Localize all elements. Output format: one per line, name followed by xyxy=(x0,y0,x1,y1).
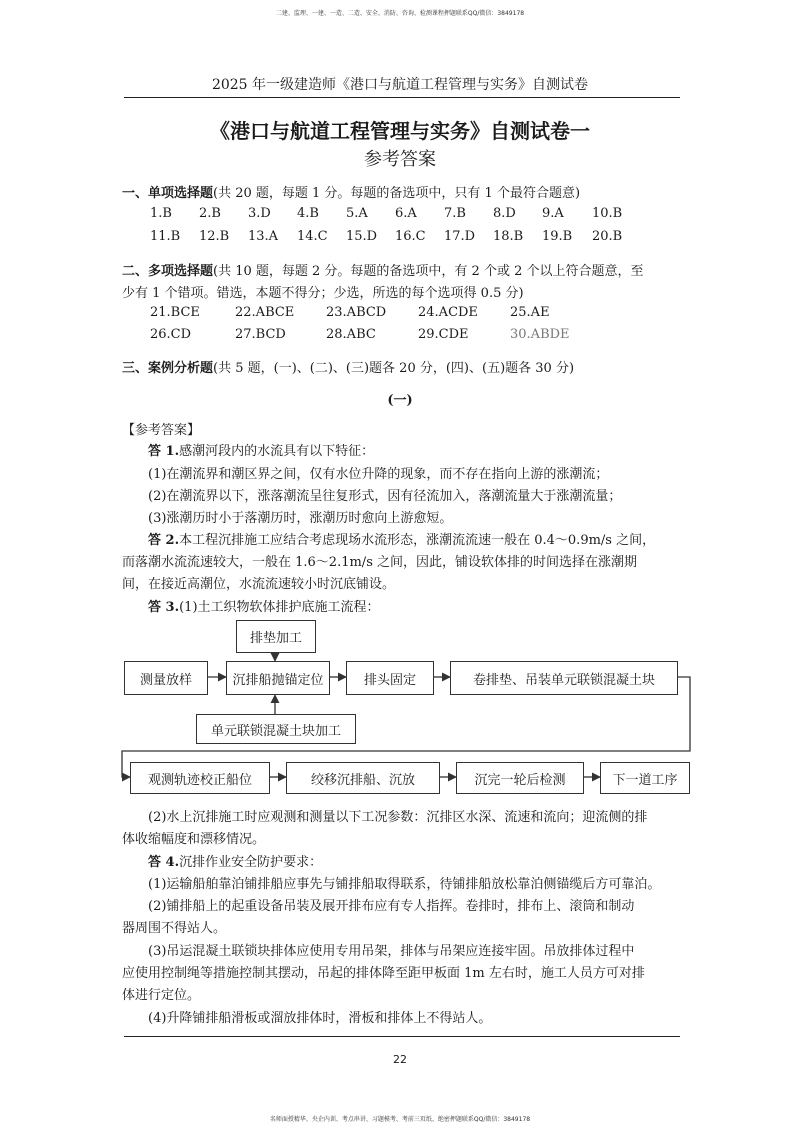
answer-item: 15.D xyxy=(346,229,378,244)
flow-step-roll: 卷排垫、吊装单元联锁混凝土块 xyxy=(450,661,678,695)
answer-item: 12.B xyxy=(199,229,230,244)
answer-item: 4.B xyxy=(297,206,319,221)
page-number: 22 xyxy=(393,1053,407,1066)
answer4-point3-line3: 体进行定位。 xyxy=(122,988,201,1003)
answer4-text: 沉排作业安全防护要求： xyxy=(179,855,323,870)
answer-item: 30.ABDE xyxy=(510,327,570,342)
answer4-point2-line2: 器周围不得站人。 xyxy=(122,921,227,936)
case-number: (一) xyxy=(387,393,413,408)
flow-step-block: 单元联锁混凝土块加工 xyxy=(196,714,356,744)
answer4-point3-line1: (3)吊运混凝土联锁块排体应使用专用吊架，排体与吊架应连接牢固。吊放排体过程中 xyxy=(148,944,635,959)
flow-step-fix: 排头固定 xyxy=(346,661,434,695)
answer-item: 17.D xyxy=(444,229,476,244)
answer4-point1: (1)运输船舶靠泊铺排船应事先与铺排船取得联系，待铺排船放松靠泊侧锚缆后方可靠泊。 xyxy=(148,877,661,892)
answer4-point4: (4)升降铺排船滑板或溜放排体时，滑板和排体上不得站人。 xyxy=(148,1011,492,1026)
answer-item: 28.ABC xyxy=(326,327,376,342)
answer-item: 24.ACDE xyxy=(418,305,478,320)
answer-item: 23.ABCD xyxy=(326,305,387,320)
section2-desc2: 少有 1 个错项。错选，本题不得分；少选，所选的每个选项得 0.5 分) xyxy=(122,286,524,301)
answer2-line3: 间，在接近高潮位，水流流速较小时沉底铺设。 xyxy=(122,577,396,592)
answer4-point3-line2: 应使用控制绳等措施控制其摆动，吊起的排体降至距甲板面 1m 左右时，施工人员方可对排 xyxy=(122,966,645,981)
answer3-point2-line1: (2)水上沉排施工时应观测和测量以下工况参数：沉排区水深、流速和流向；迎流侧的排 xyxy=(148,810,648,825)
answer4-label: 答 4. xyxy=(148,855,180,870)
flow-step-winch: 绞移沉排船、沉放 xyxy=(286,762,440,794)
answer-item: 29.CDE xyxy=(418,327,469,342)
flow-step-check: 沉完一轮后检测 xyxy=(456,762,584,794)
flow-step-pad: 排垫加工 xyxy=(236,620,316,653)
answer-item: 3.D xyxy=(248,206,271,221)
answer4-intro xyxy=(148,851,322,870)
flow-step-anchor: 沉排船抛锚定位 xyxy=(226,661,330,695)
answer1-text: 感潮河段内的水流具有以下特征： xyxy=(179,444,375,459)
answer-item: 19.B xyxy=(542,229,573,244)
answer-item: 2.B xyxy=(199,206,221,221)
answer-item: 6.A xyxy=(395,206,417,221)
page-subtitle: 参考答案 xyxy=(364,149,436,170)
section1-heading: 一、单项选择题 xyxy=(122,186,214,201)
answer-item: 22.ABCE xyxy=(235,305,295,320)
answer-item: 7.B xyxy=(444,206,466,221)
answer1-point3: (3)涨潮历时小于落潮历时，涨潮历时愈向上游愈短。 xyxy=(148,511,453,526)
answer-item: 10.B xyxy=(592,206,623,221)
answer2-text1: 本工程沉排施工应结合考虑现场水流形态，涨潮流流速一般在 0.4～0.9m/s 之间， xyxy=(179,533,656,548)
answer-item: 9.A xyxy=(542,206,564,221)
answer-item: 25.AE xyxy=(510,305,550,320)
answer-item: 5.A xyxy=(346,206,368,221)
answer-item: 1.B xyxy=(150,206,172,221)
answer-item: 20.B xyxy=(592,229,623,244)
page-title: 《港口与航道工程管理与实务》自测试卷一 xyxy=(210,119,590,143)
section3-desc: (共 5 题，(一)、(二)、(三)题各 20 分，(四)、(五)题各 30 分) xyxy=(213,361,575,376)
answer-item: 8.D xyxy=(493,206,516,221)
section2-heading: 二、多项选择题 xyxy=(122,264,214,279)
answer3-text: (1)土工织物软体排护底施工流程： xyxy=(179,600,380,615)
answer3-point2-line2: 体收缩幅度和漂移情况。 xyxy=(122,832,266,847)
answer1-point2: (2)在潮流界以下，涨落潮流呈往复形式，因有径流加入，落潮流量大于涨潮流量； xyxy=(148,489,622,504)
section1-desc: (共 20 题，每题 1 分。每题的备选项中，只有 1 个最符合题意) xyxy=(213,186,581,201)
answer3-label: 答 3. xyxy=(148,600,180,615)
answer-item: 26.CD xyxy=(150,327,192,342)
answer2-line2: 而落潮水流流速较大，一般在 1.6～2.1m/s 之间，因此，铺设软体排的时间选择在涨潮期 xyxy=(122,555,637,570)
reference-label: 【参考答案】 xyxy=(122,423,201,438)
answer-item: 14.C xyxy=(297,229,328,244)
answer2-label: 答 2. xyxy=(148,533,180,548)
footer-rule xyxy=(124,1036,680,1037)
answer-item: 16.C xyxy=(395,229,426,244)
section3-heading: 三、案例分析题 xyxy=(122,361,214,376)
answer-item: 13.A xyxy=(248,229,279,244)
bottom-note: 名师面授精华、央企内训、考点串讲、习题模考、考前三页纸、绝密押题联系QQ/微信：3849178 xyxy=(269,1116,531,1123)
running-header: 2025 年一级建造师《港口与航道工程管理与实务》自测试卷 xyxy=(211,77,589,93)
answer-item: 18.B xyxy=(493,229,524,244)
answer-item: 21.BCE xyxy=(150,305,200,320)
answer1-label: 答 1. xyxy=(148,444,180,459)
answer1-point1: (1)在潮流界和潮区界之间，仅有水位升降的现象，而不存在指向上游的涨潮流； xyxy=(148,467,609,482)
answer4-point2-line1: (2)铺排船上的起重设备吊装及展开排布应有专人指挥。卷排时，排布上、滚筒和制动 xyxy=(148,899,635,914)
flow-step-survey: 测量放样 xyxy=(124,661,208,695)
answer-item: 27.BCD xyxy=(235,327,286,342)
answer-item: 11.B xyxy=(150,229,181,244)
top-note: 二建、监理、一建、一造、二造、安全、消防、咨询、检测课程押题联系QQ/微信：3849178 xyxy=(275,10,525,17)
section2-desc1: (共 10 题，每题 2 分。每题的备选项中，有 2 个或 2 个以上符合题意，至 xyxy=(213,264,644,279)
flow-step-observe: 观测轨迹校正船位 xyxy=(130,762,270,794)
flow-step-next: 下一道工序 xyxy=(600,762,690,794)
